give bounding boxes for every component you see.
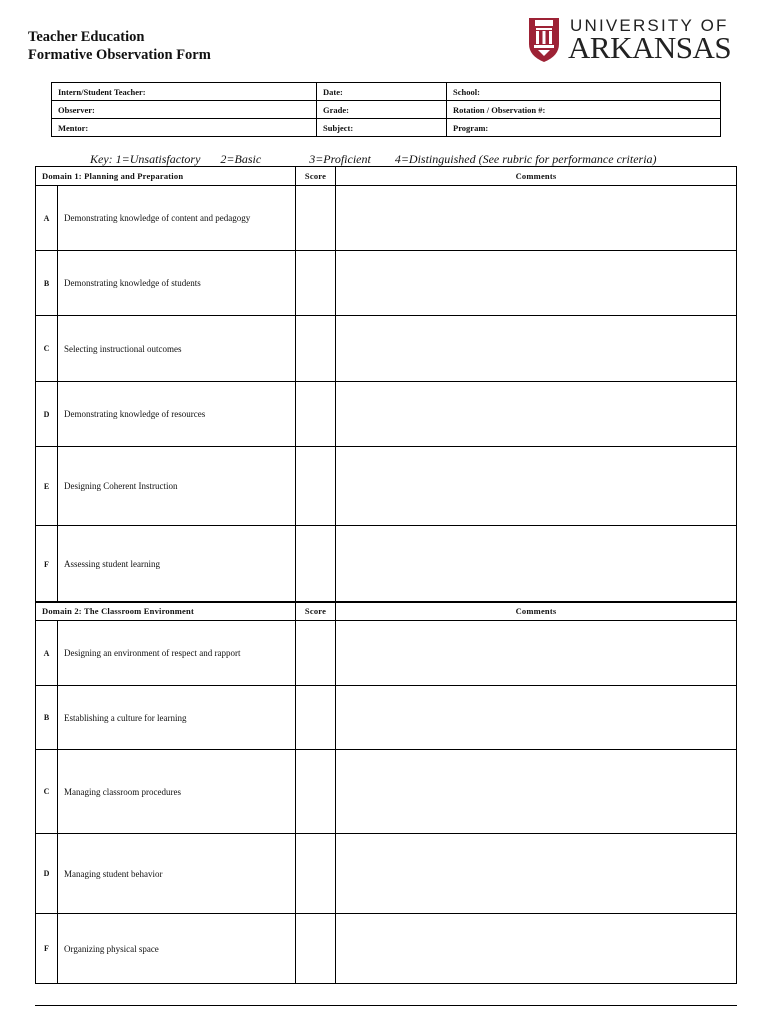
key-proficient: 3=Proficient: [309, 152, 371, 166]
row-description: Establishing a culture for learning: [58, 686, 296, 750]
row-letter: B: [36, 251, 58, 316]
row-description: Demonstrating knowledge of content and pedagogy: [58, 186, 296, 251]
score-header: Score: [296, 167, 336, 186]
row-description: Assessing student learning: [58, 526, 296, 603]
comments-cell[interactable]: [336, 621, 737, 686]
comments-cell[interactable]: [336, 382, 737, 447]
logo-arkansas-text: ARKANSAS: [568, 30, 732, 65]
key-unsatisfactory: Key: 1=Unsatisfactory: [90, 152, 201, 166]
row-letter: F: [36, 526, 58, 603]
comments-cell[interactable]: [336, 316, 737, 382]
score-cell[interactable]: [296, 526, 336, 603]
table-row: [36, 186, 737, 251]
row-description: Managing student behavior: [58, 834, 296, 914]
title-line-2: Formative Observation Form: [28, 47, 211, 63]
comments-header: Comments: [336, 602, 737, 621]
comments-cell[interactable]: [336, 750, 737, 834]
row-letter: F: [36, 914, 58, 984]
comments-cell[interactable]: [336, 251, 737, 316]
key-distinguished: 4=Distinguished (See rubric for performance criteria): [394, 152, 657, 166]
score-cell[interactable]: [296, 621, 336, 686]
row-letter: D: [36, 834, 58, 914]
info-table: [51, 82, 721, 137]
logo-university-text: UNIVERSITY OF: [570, 16, 729, 35]
score-cell[interactable]: [296, 447, 336, 526]
row-letter: E: [36, 447, 58, 526]
observer-field[interactable]: Observer:: [52, 101, 317, 119]
row-letter: C: [36, 316, 58, 382]
row-description: Managing classroom procedures: [58, 750, 296, 834]
row-description: Demonstrating knowledge of students: [58, 251, 296, 316]
row-description: Organizing physical space: [58, 914, 296, 984]
program-field[interactable]: Program:: [447, 119, 721, 137]
row-letter: D: [36, 382, 58, 447]
score-cell[interactable]: [296, 834, 336, 914]
comments-cell[interactable]: [336, 834, 737, 914]
date-field[interactable]: Date:: [317, 83, 447, 101]
comments-cell[interactable]: [336, 447, 737, 526]
mentor-field[interactable]: Mentor:: [52, 119, 317, 137]
comments-cell[interactable]: [336, 686, 737, 750]
intern-field[interactable]: Intern/Student Teacher:: [52, 83, 317, 101]
score-header: Score: [296, 602, 336, 621]
row-letter: B: [36, 686, 58, 750]
score-key: [90, 152, 657, 167]
comments-header: Comments: [336, 167, 737, 186]
score-cell[interactable]: [296, 316, 336, 382]
table-row: [36, 316, 737, 382]
grade-field[interactable]: Grade:: [317, 101, 447, 119]
table-row: [36, 750, 737, 834]
row-description: Selecting instructional outcomes: [58, 316, 296, 382]
domain-1-table: [35, 166, 737, 603]
comments-cell[interactable]: [336, 186, 737, 251]
score-cell[interactable]: [296, 914, 336, 984]
table-row: [36, 447, 737, 526]
score-cell[interactable]: [296, 750, 336, 834]
rotation-field[interactable]: Rotation / Observation #:: [447, 101, 721, 119]
score-cell[interactable]: [296, 251, 336, 316]
domain-2-title: Domain 2: The Classroom Environment: [36, 602, 296, 621]
domain-1-title: Domain 1: Planning and Preparation: [36, 167, 296, 186]
score-cell[interactable]: [296, 686, 336, 750]
subject-field[interactable]: Subject:: [317, 119, 447, 137]
table-row: [36, 621, 737, 686]
comments-cell[interactable]: [336, 526, 737, 603]
university-logo: [526, 14, 732, 65]
razorback-seal-icon: [526, 14, 562, 64]
row-letter: A: [36, 621, 58, 686]
key-basic: 2=Basic: [220, 152, 262, 166]
table-row: [36, 251, 737, 316]
form-title: [28, 28, 211, 64]
row-letter: C: [36, 750, 58, 834]
row-description: Demonstrating knowledge of resources: [58, 382, 296, 447]
table-row: [36, 914, 737, 984]
school-field[interactable]: School:: [447, 83, 721, 101]
score-cell[interactable]: [296, 186, 336, 251]
table-row: [36, 382, 737, 447]
table-row: [36, 686, 737, 750]
comments-cell[interactable]: [336, 914, 737, 984]
table-row: [36, 834, 737, 914]
domain-2-table: [35, 601, 737, 984]
score-cell[interactable]: [296, 382, 336, 447]
table-row: [36, 526, 737, 603]
row-letter: A: [36, 186, 58, 251]
row-description: Designing an environment of respect and rapport: [58, 621, 296, 686]
row-description: Designing Coherent Instruction: [58, 447, 296, 526]
footer-divider: [35, 1005, 737, 1006]
title-line-1: Teacher Education: [28, 29, 145, 45]
